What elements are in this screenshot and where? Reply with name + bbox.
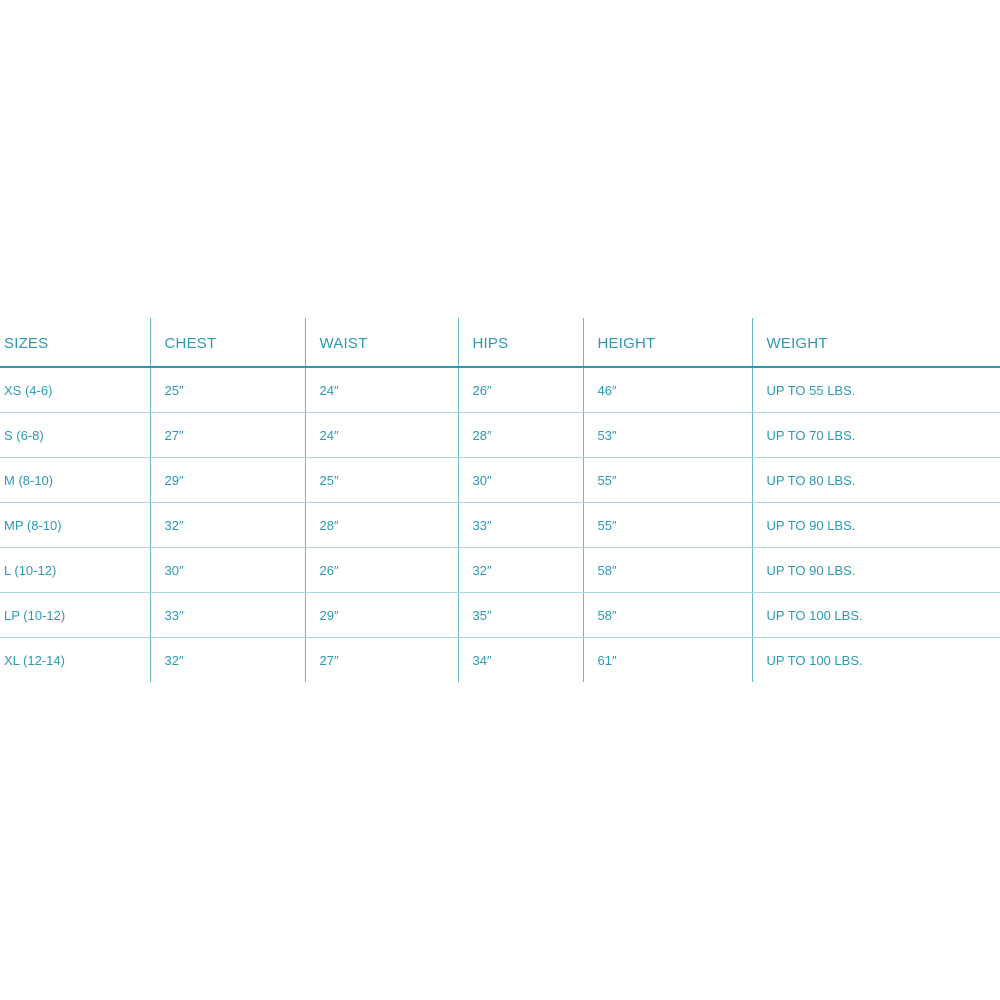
cell-size: S (6-8) bbox=[0, 413, 150, 458]
cell-height: 55″ bbox=[583, 503, 752, 548]
cell-hips: 30″ bbox=[458, 458, 583, 503]
cell-chest: 30″ bbox=[150, 548, 305, 593]
cell-hips: 28″ bbox=[458, 413, 583, 458]
size-chart-body bbox=[0, 367, 1000, 682]
cell-waist: 29″ bbox=[305, 593, 458, 638]
cell-waist: 24″ bbox=[305, 367, 458, 413]
cell-weight: UP TO 100 LBS. bbox=[752, 593, 1000, 638]
cell-weight: UP TO 80 LBS. bbox=[752, 458, 1000, 503]
cell-waist: 24″ bbox=[305, 413, 458, 458]
cell-chest: 25″ bbox=[150, 367, 305, 413]
cell-height: 58″ bbox=[583, 548, 752, 593]
cell-weight: UP TO 90 LBS. bbox=[752, 503, 1000, 548]
cell-size: XL (12-14) bbox=[4, 652, 65, 668]
cell-chest: 33″ bbox=[150, 593, 305, 638]
size-chart-table bbox=[0, 318, 1000, 682]
header-hips: HIPS bbox=[458, 318, 583, 367]
cell-size: M (8-10) bbox=[0, 458, 150, 503]
table-row bbox=[0, 413, 1000, 458]
cell-chest: 32″ bbox=[150, 638, 305, 683]
cell-size: XS (4-6) bbox=[0, 367, 150, 413]
size-chart-header bbox=[0, 318, 1000, 367]
cell-waist: 26″ bbox=[305, 548, 458, 593]
cell-weight: UP TO 100 LBS. bbox=[752, 638, 1000, 683]
table-row bbox=[0, 503, 1000, 548]
cell-size: LP (10-12) bbox=[0, 593, 150, 638]
header-chest: CHEST bbox=[150, 318, 305, 367]
cell-chest: 29″ bbox=[150, 458, 305, 503]
cell-size: MP (8-10) bbox=[0, 503, 150, 548]
cell-hips: 34″ bbox=[458, 638, 583, 683]
cell-hips: 33″ bbox=[458, 503, 583, 548]
header-waist: WAIST bbox=[305, 318, 458, 367]
cell-hips: 35″ bbox=[458, 593, 583, 638]
table-row bbox=[0, 638, 1000, 683]
header-row bbox=[0, 318, 1000, 367]
table-row bbox=[0, 548, 1000, 593]
cell-height: 58″ bbox=[583, 593, 752, 638]
cell-weight: UP TO 70 LBS. bbox=[752, 413, 1000, 458]
cell-hips: 32″ bbox=[458, 548, 583, 593]
cell-hips: 26″ bbox=[458, 367, 583, 413]
table-row bbox=[0, 458, 1000, 503]
cell-height: 55″ bbox=[583, 458, 752, 503]
header-height: HEIGHT bbox=[583, 318, 752, 367]
cell-height: 53″ bbox=[583, 413, 752, 458]
table-row bbox=[0, 367, 1000, 413]
cell-weight: UP TO 90 LBS. bbox=[752, 548, 1000, 593]
cell-waist: 27″ bbox=[305, 638, 458, 683]
table-row bbox=[0, 593, 1000, 638]
header-sizes: SIZES bbox=[0, 318, 150, 367]
header-weight: WEIGHT bbox=[752, 318, 1000, 367]
cell-waist: 25″ bbox=[305, 458, 458, 503]
cell-height: 61″ bbox=[583, 638, 752, 683]
cell-chest: 32″ bbox=[150, 503, 305, 548]
cell-waist: 28″ bbox=[305, 503, 458, 548]
cell-height: 46″ bbox=[583, 367, 752, 413]
cell-weight: UP TO 55 LBS. bbox=[752, 367, 1000, 413]
cell-size: L (10-12) bbox=[0, 548, 150, 593]
cell-chest: 27″ bbox=[150, 413, 305, 458]
